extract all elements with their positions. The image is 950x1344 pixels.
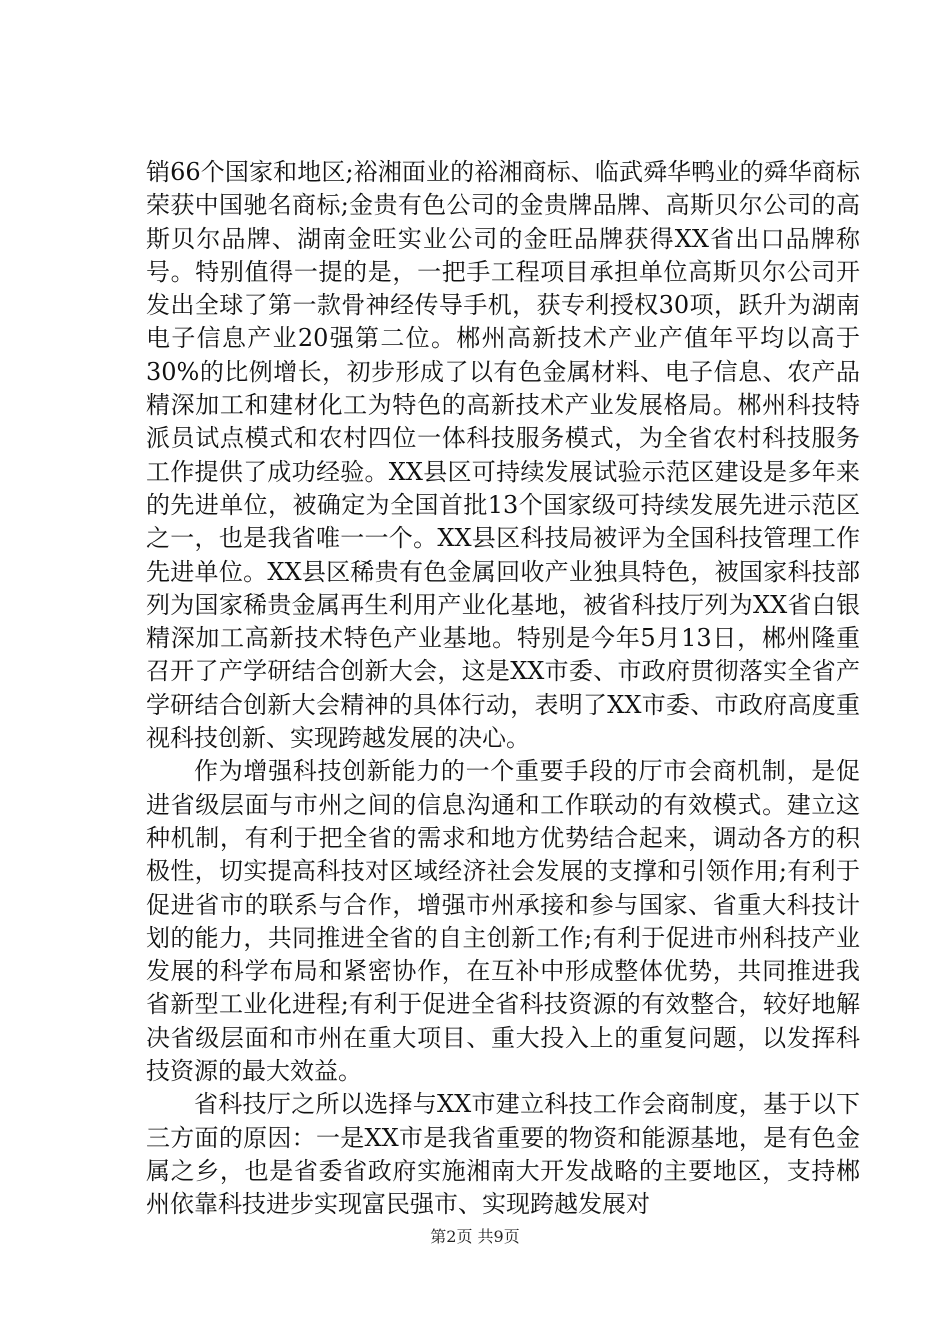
paragraph-2: 作为增强科技创新能力的一个重要手段的厅市会商机制，是促进省级层面与市州之间的信息沟通和工作联动的有效模式。建立这种机制，有利于把全省的需求和地方优势结合起来，调动各方的积极性，切实提高科技对区域经济社会发展的支撑和引领作用;有利于促进省市的联系与合作，增强市州承接和参与国家、省重大科技计划的能力，共同推进全省的自主创新工作;有利于促进市州科技产业发展的科学布局和紧密协作，在互补中形成整体优势，共同推进我省新型工业化进程;有利于促进全省科技资源的有效整合，较好地解决省级层面和市州在重大项目、重大投入上的重复问题，以发挥科技资源的最大效益。 (146, 757, 860, 1086)
page-footer (0, 1224, 950, 1247)
page-number-label: 第2页 共9页 (430, 1227, 520, 1246)
paragraph-1: 销66个国家和地区;裕湘面业的裕湘商标、临武舜华鸭业的舜华商标荣获中国驰名商标;金贵有色公司的金贵牌品牌、高斯贝尔公司的高斯贝尔品牌、湖南金旺实业公司的金旺品牌获得XX省出口品牌称号。特别值得一提的是，一把手工程项目承担单位高斯贝尔公司开发出全球了第一款骨神经传导手机，获专利授权30项，跃升为湖南电子信息产业20强第二位。郴州高新技术产业产值年平均以高于30%的比例增长，初步形成了以有色金属材料、电子信息、农产品精深加工和建材化工为特色的高新技术产业发展格局。郴州科技特派员试点模式和农村四位一体科技服务模式，为全省农村科技服务工作提供了成功经验。XX县区可持续发展试验示范区建设是多年来的先进单位，被确定为全国首批13个国家级可持续发展先进示范区之一，也是我省唯一一个。XX县区科技局被评为全国科技管理工作先进单位。XX县区稀贵有色金属回收产业独具特色，被国家科技部列为国家稀贵金属再生利用产业化基地，被省科技厅列为XX省白银精深加工高新技术特色产业基地。特别是今年5月13日，郴州隆重召开了产学研结合创新大会，这是XX市委、市政府贯彻落实全省产学研结合创新大会精神的具体行动，表明了XX市委、市政府高度重视科技创新、实现跨越发展的决心。 (146, 158, 860, 753)
paragraph-3: 省科技厅之所以选择与XX市建立科技工作会商制度，基于以下三方面的原因：一是XX市是我省重要的物资和能源基地，是有色金属之乡，也是省委省政府实施湘南大开发战略的主要地区，支持郴州依靠科技进步实现富民强市、实现跨越发展对 (146, 1090, 860, 1219)
document-body (146, 156, 860, 1222)
